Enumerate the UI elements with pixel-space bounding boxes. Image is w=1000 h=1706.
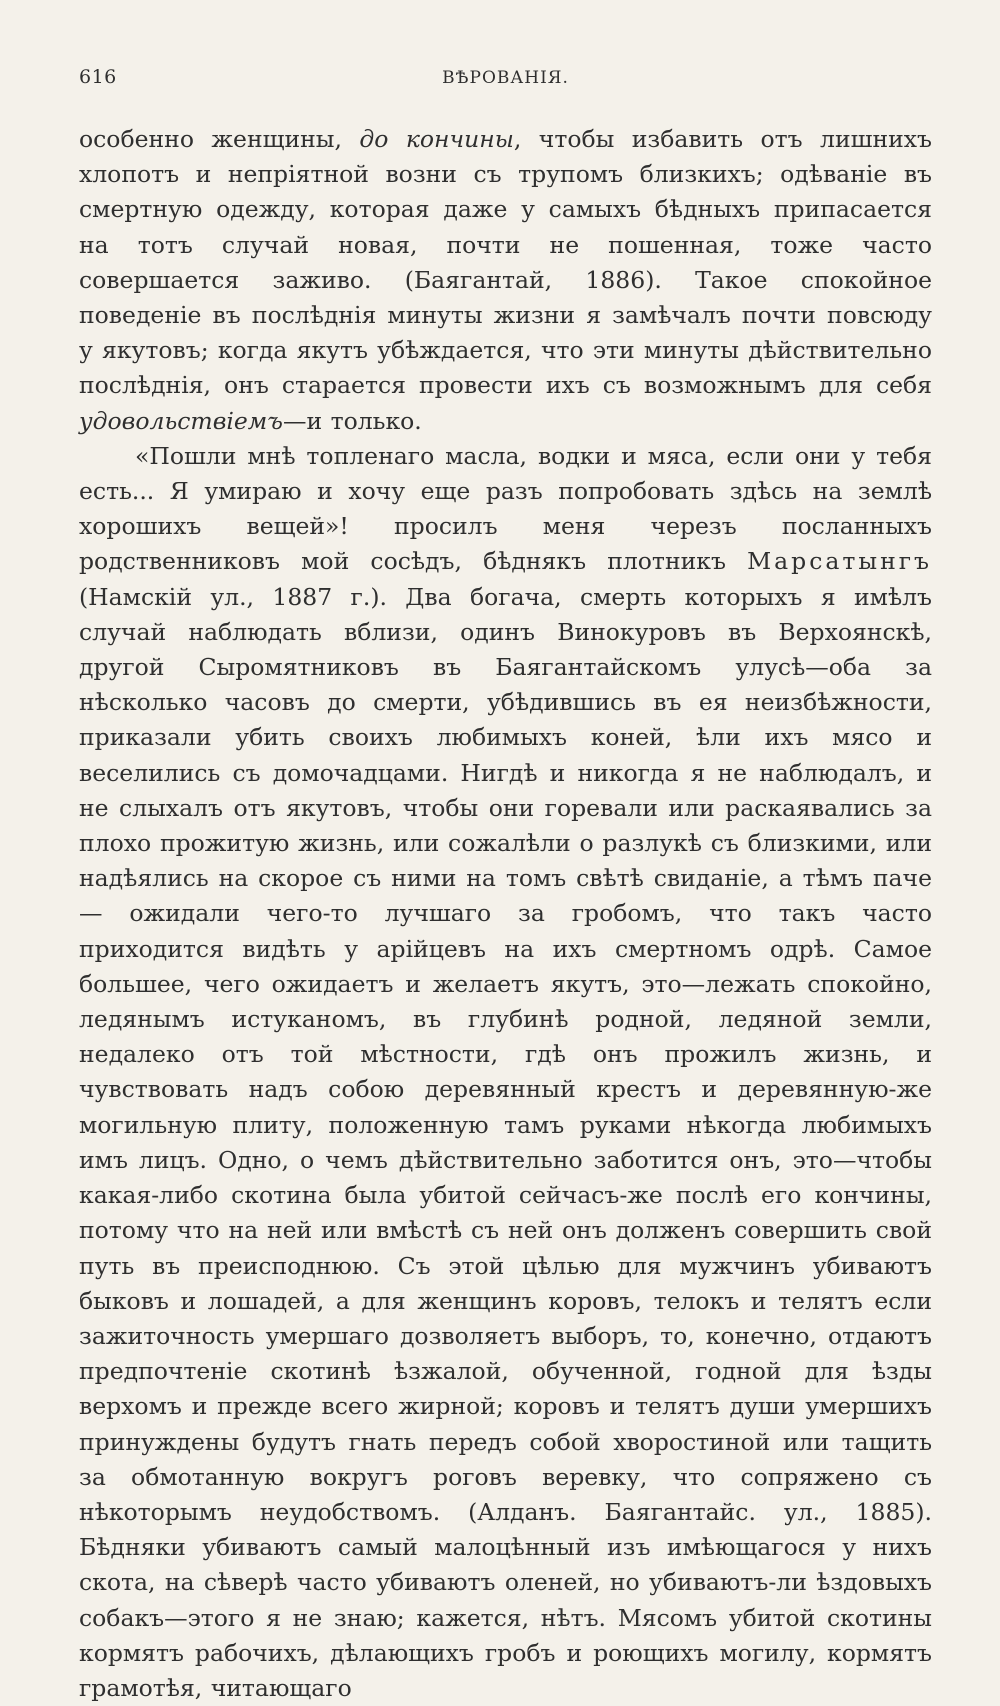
running-head: ВѢРОВАНІЯ. bbox=[442, 68, 569, 88]
paragraph-1 bbox=[79, 122, 932, 439]
paragraph-2-part-1: «Пошли мнѣ топленаго масла, водки и мяса, если они у тебя есть... Я умираю и хочу еще разъ попробовать здѣсь на землѣ хорошихъ вещей»! просилъ меня черезъ посланныхъ родственниковъ мой сосѣдъ, бѣднякъ плотникъ bbox=[79, 441, 932, 576]
paragraph-1-part-3: —и только. bbox=[282, 406, 422, 435]
page-number: 616 bbox=[79, 66, 117, 88]
paragraph-1-italic-1: до кончины bbox=[359, 125, 514, 153]
main-text bbox=[79, 122, 932, 1706]
paragraph-2-spaced-name: Марсатынгъ bbox=[747, 547, 932, 576]
paragraph-1-part-2: , чтобы избавить отъ лишнихъ хлопотъ и непріятной возни съ трупомъ близкихъ; одѣваніе въ смертную одежду, которая даже у самыхъ бѣдныхъ припасается на тотъ случай новая, почти не пошенная, тоже часто совершается заживо. (Баягантай, 1886). Такое спокойное поведеніе въ послѣднія минуты жизни я замѣчалъ почти повсюду у якутовъ; когда якутъ убѣждается, что эти минуты дѣйствительно послѣднія, онъ старается провести ихъ съ возможнымъ для себя bbox=[79, 125, 932, 400]
paragraph-1-italic-2: удовольствіемъ bbox=[79, 406, 283, 435]
paragraph-1-part-1: особенно женщины, bbox=[79, 125, 360, 153]
paragraph-2-part-2: (Намскій ул., 1887 г.). Два богача, смерть которыхъ я имѣлъ случай наблюдать вблизи, одинъ Винокуровъ въ Верхоянскѣ, другой Сыромятниковъ въ Баягантайскомъ улусѣ—оба за нѣсколько часовъ до смерти, убѣдившись въ ея неизбѣжности, приказали убить своихъ любимыхъ коней, ѣли ихъ мясо и веселились съ домочадцами. Нигдѣ и никогда я не наблюдалъ, и не слыхалъ отъ якутовъ, чтобы они горевали или раскаявались за плохо прожитую жизнь, или сожалѣли о разлукѣ съ близкими, или надѣялись на скорое съ ними на томъ свѣтѣ свиданіе, а тѣмъ паче — ожидали чего-то лучшаго за гробомъ, что такъ часто приходится видѣть у арійцевъ на ихъ смертномъ одрѣ. Самое большее, чего ожидаетъ и желаетъ якутъ, это—лежать спокойно, ледянымъ истуканомъ, въ глубинѣ родной, ледяной земли, недалеко отъ той мѣстности, гдѣ онъ прожилъ жизнь, и чувствовать надъ собою деревянный крестъ и деревянную-же могильную плиту, положенную тамъ руками нѣкогда любимыхъ имъ лицъ. Одно, о чемъ дѣйствительно заботится онъ, это—чтобы какая-либо скотина была убитой сейчасъ-же послѣ его кончины, потому что на ней или вмѣстѣ съ ней онъ долженъ совершить свой путь въ преисподнюю. Съ этой цѣлью для мужчинъ убиваютъ быковъ и лошадей, а для женщинъ коровъ, телокъ и телятъ если зажиточность умершаго дозволяетъ выборъ, то, конечно, отдаютъ предпочтеніе скотинѣ ѣзжалой, обученной, годной для ѣзды верхомъ и прежде всего жирной; коровъ и телятъ души умершихъ принуждены будутъ гнать передъ собой хворостиной или тащить за обмотанную вокругъ роговъ веревку, что сопряжено съ нѣкоторымъ неудобствомъ. (Алданъ. Баягантайс. ул., 1885). Бѣдняки убиваютъ самый малоцѣнный изъ имѣющагося у нихъ скота, на сѣверѣ часто убиваютъ оленей, но убиваютъ-ли ѣздовыхъ собакъ—этого я не знаю; кажется, нѣтъ. Мясомъ убитой скотины кормятъ рабочихъ, дѣлающихъ гробъ и роющихъ могилу, кормятъ грамотѣя, читающаго bbox=[79, 582, 932, 1702]
paragraph-2 bbox=[79, 439, 932, 1706]
page-header bbox=[79, 60, 932, 98]
